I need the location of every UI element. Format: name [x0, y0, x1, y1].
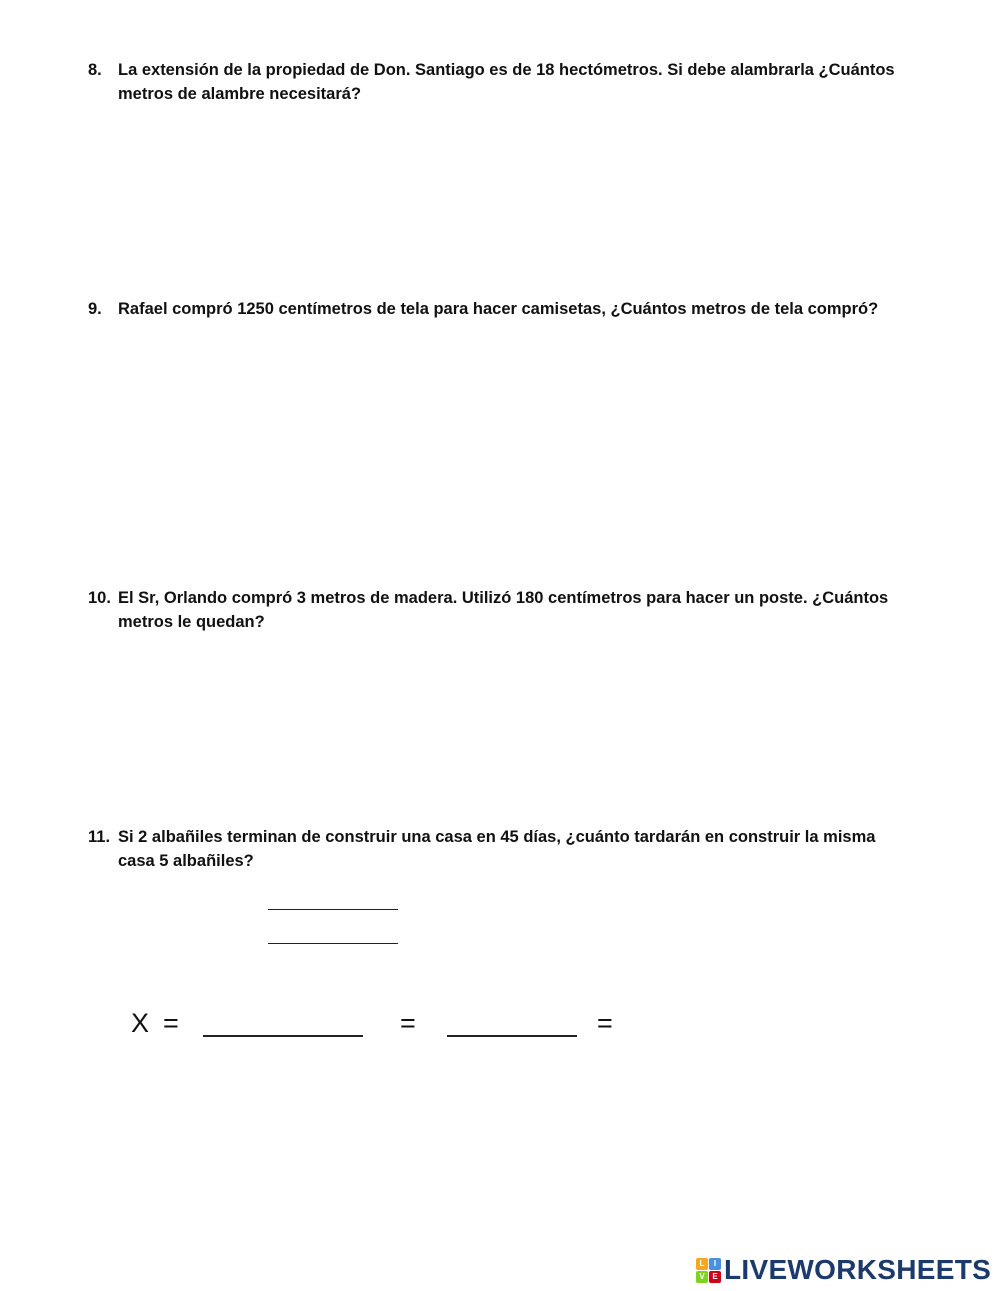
- equation-blank-2[interactable]: [447, 1035, 577, 1037]
- equals-sign: =: [163, 1008, 179, 1038]
- question-9: [88, 297, 908, 321]
- question-text: Si 2 albañiles terminan de construir una casa en 45 días, ¿cuánto tardarán en construir la misma casa 5 albañiles?: [118, 828, 876, 870]
- logo-letter: V: [696, 1271, 708, 1283]
- logo-letter: E: [709, 1271, 721, 1283]
- question-11: [88, 825, 908, 873]
- logo-mark-icon: [696, 1258, 721, 1283]
- answer-blank-top[interactable]: [268, 909, 398, 910]
- logo-text: LIVEWORKSHEETS: [724, 1254, 992, 1285]
- question-text: La extensión de la propiedad de Don. Santiago es de 18 hectómetros. Si debe alambrarla ¿Cuántos metros de alambre necesitará?: [118, 61, 895, 103]
- equals-sign: =: [597, 1008, 613, 1038]
- question-number: 9.: [88, 300, 102, 318]
- answer-blank-bottom[interactable]: [268, 943, 398, 944]
- question-number: 10.: [88, 589, 111, 607]
- question-number: 8.: [88, 61, 102, 79]
- question-8: [88, 58, 908, 106]
- question-text: Rafael compró 1250 centímetros de tela para hacer camisetas, ¿Cuántos metros de tela compró?: [118, 300, 879, 318]
- equals-sign: =: [400, 1008, 416, 1038]
- logo-letter: L: [696, 1258, 708, 1270]
- logo-letter: I: [709, 1258, 721, 1270]
- equation-blank-1[interactable]: [203, 1035, 363, 1037]
- equation-variable: X: [131, 1008, 150, 1038]
- question-10: [88, 586, 908, 634]
- question-number: 11.: [88, 828, 111, 846]
- question-text: El Sr, Orlando compró 3 metros de madera. Utilizó 180 centímetros para hacer un poste. ¿Cuántos metros le quedan?: [118, 589, 889, 631]
- liveworksheets-logo: [696, 1255, 991, 1285]
